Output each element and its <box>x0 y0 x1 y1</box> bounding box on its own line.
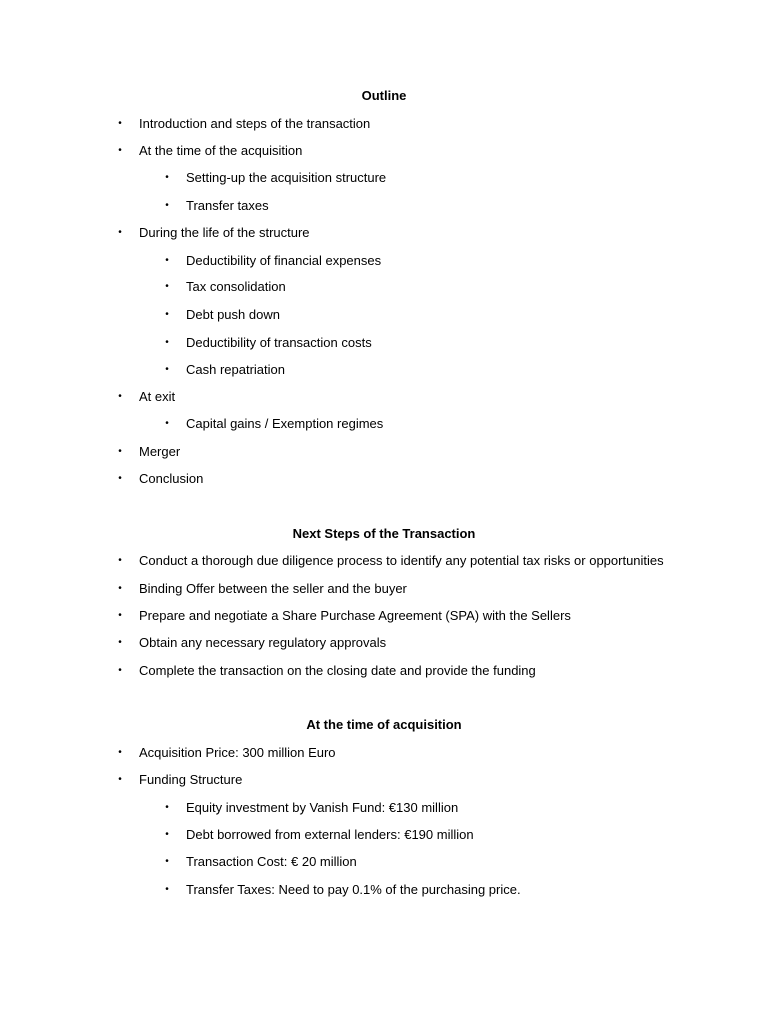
list-item: • Introduction and steps of the transaction <box>139 116 370 132</box>
list-item: • Transfer taxes <box>186 198 269 214</box>
list-item: • Acquisition Price: 300 million Euro <box>139 745 336 761</box>
bullet-icon: • <box>118 747 122 758</box>
list-item: • Cash repatriation <box>186 362 285 378</box>
bullet-icon: • <box>118 118 122 129</box>
bullet-icon: • <box>118 583 122 594</box>
bullet-icon: • <box>165 172 169 183</box>
bullet-icon: • <box>165 884 169 895</box>
bullet-icon: • <box>165 200 169 211</box>
bullet-icon: • <box>165 281 169 292</box>
bullet-icon: • <box>118 637 122 648</box>
bullet-icon: • <box>165 364 169 375</box>
bullet-icon: • <box>118 145 122 156</box>
list-item: • Capital gains / Exemption regimes <box>186 416 383 432</box>
list-item: • Complete the transaction on the closing date and provide the funding <box>139 663 536 679</box>
section-heading-outline: Outline <box>361 88 407 103</box>
list-item: • Merger <box>139 444 180 460</box>
list-item: • Prepare and negotiate a Share Purchase Agreement (SPA) with the Sellers <box>139 608 571 624</box>
list-item: • Tax consolidation <box>186 279 286 295</box>
bullet-icon: • <box>118 391 122 402</box>
list-item: • Conclusion <box>139 471 203 487</box>
bullet-icon: • <box>165 802 169 813</box>
bullet-icon: • <box>118 227 122 238</box>
bullet-icon: • <box>118 473 122 484</box>
list-item: • Obtain any necessary regulatory approvals <box>139 635 386 651</box>
bullet-icon: • <box>165 309 169 320</box>
bullet-icon: • <box>165 337 169 348</box>
bullet-icon: • <box>165 829 169 840</box>
list-item: • During the life of the structure <box>139 225 310 241</box>
bullet-icon: • <box>118 665 122 676</box>
bullet-icon: • <box>118 555 122 566</box>
section-heading-next-steps: Next Steps of the Transaction <box>292 526 476 541</box>
section-heading-acquisition: At the time of acquisition <box>306 717 462 732</box>
bullet-icon: • <box>118 774 122 785</box>
list-item: • Conduct a thorough due diligence process to identify any potential tax risks or opportunities <box>139 553 664 569</box>
list-item: • Deductibility of transaction costs <box>186 335 372 351</box>
list-item: • At exit <box>139 389 175 405</box>
bullet-icon: • <box>118 446 122 457</box>
list-item: • Debt push down <box>186 307 280 323</box>
list-item: • Transaction Cost: € 20 million <box>186 854 357 870</box>
list-item: • Equity investment by Vanish Fund: €130 million <box>186 800 458 816</box>
list-item: • At the time of the acquisition <box>139 143 302 159</box>
list-item: • Debt borrowed from external lenders: €190 million <box>186 827 474 843</box>
list-item: • Setting-up the acquisition structure <box>186 170 386 186</box>
list-item: • Transfer Taxes: Need to pay 0.1% of the purchasing price. <box>186 882 521 898</box>
bullet-icon: • <box>165 255 169 266</box>
bullet-icon: • <box>165 418 169 429</box>
bullet-icon: • <box>165 856 169 867</box>
list-item: • Funding Structure <box>139 772 242 788</box>
list-item: • Deductibility of financial expenses <box>186 253 381 269</box>
bullet-icon: • <box>118 610 122 621</box>
list-item: • Binding Offer between the seller and the buyer <box>139 581 407 597</box>
